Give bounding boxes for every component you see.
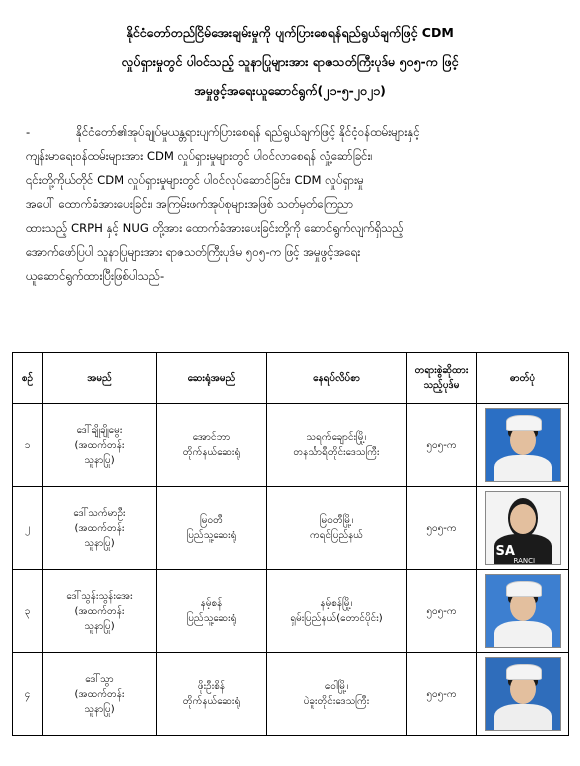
title-line-3: အမှုဖွင့်အရေးယူဆောင်ရွက်(၂၁-၅-၂၀၂၁) (194, 83, 386, 98)
paragraph-line-4: အပေါ် ထောက်ခံအားပေးခြင်း၊ အကြမ်းဖက်အုပ်စုများအဖြစ် သတ်မှတ်ကြေညာ (26, 197, 354, 211)
photo-cell (477, 404, 569, 487)
person-name: ဒေါ်သွန်းသွန်းအေး (အထက်တန်း သူနာပြု) (43, 570, 157, 653)
paragraph-line-6: အောက်ဖော်ပြပါ သူနာပြုများအား ရာဇသတ်ကြီးပုဒ်မ ၅၀၅-က ဖြင့် အမှုဖွင့်အရေး (26, 245, 361, 259)
table-header-row (13, 353, 569, 404)
charge-section: ၅၀၅-က (407, 653, 477, 736)
header-photo: ဓာတ်ပုံ (477, 353, 569, 404)
row-number: ၂ (13, 487, 43, 570)
hospital-name: နမ့်စန် ပြည်သူ့ဆေးရုံ (157, 570, 267, 653)
charge-section: ၅၀၅-က (407, 404, 477, 487)
hospital-name: မြဝတီ ပြည်သူ့ဆေးရုံ (157, 487, 267, 570)
home-address: နမ့်စန်မြို့၊ ရှမ်းပြည်နယ်(တောင်ပိုင်း) (267, 570, 407, 653)
header-section: တရားစွဲဆိုထား သည့်ပုဒ်မ (407, 353, 477, 404)
header-hospital: ဆေးရုံအမည် (157, 353, 267, 404)
nurse-portrait-icon (485, 657, 561, 731)
home-address: သရက်ချောင်းမြို့၊ တနင်္သာရီတိုင်းဒေသကြီး (267, 404, 407, 487)
home-address: ဝေါမြို့၊ ပဲခူးတိုင်းဒေသကြီး (267, 653, 407, 736)
charge-section: ၅၀၅-က (407, 487, 477, 570)
title-line-2: လှုပ်ရှားမှုတွင် ပါဝင်သည့် သူနာပြုများအား ရာဇသတ်ကြီးပုဒ်မ ၅၀၅-က ဖြင့် (121, 54, 459, 69)
paragraph-line-7: ယူဆောင်ရွက်ထားပြီးဖြစ်ပါသည်- (26, 269, 165, 283)
charge-section: ၅၀၅-က (407, 570, 477, 653)
photo-cell (477, 653, 569, 736)
table-row (13, 487, 569, 570)
header-name: အမည် (43, 353, 157, 404)
document-title (16, 18, 564, 105)
person-name: ဒေါ်ချိုချိုမွေး (အထက်တန်း သူနာပြု) (43, 404, 157, 487)
photo-cell (477, 487, 569, 570)
photo-cell (477, 570, 569, 653)
home-address: မြဝတီမြို့၊ ကရင်ပြည်နယ် (267, 487, 407, 570)
person-name: ဒေါ်သက်မာဦး (အထက်တန်း သူနာပြု) (43, 487, 157, 570)
table-row (13, 570, 569, 653)
header-no: စဉ် (13, 353, 43, 404)
header-address: နေရပ်လိပ်စာ (267, 353, 407, 404)
nurse-portrait-icon (485, 408, 561, 482)
table-row (13, 653, 569, 736)
shirt-print-subtext: RANCI (513, 557, 536, 565)
table-row (13, 404, 569, 487)
hospital-name: ဖိုးဦးစိန် တိုက်နယ်ဆေးရုံ (157, 653, 267, 736)
paragraph-line-2: ကျန်းမာရေးဝန်ထမ်းများအား CDM လှုပ်ရှားမှုများတွင် ပါဝင်လာစေရန် လှုံ့ဆော်ခြင်း၊ (26, 149, 373, 163)
row-number: ၄ (13, 653, 43, 736)
paragraph-line-1: - နိုင်ငံတော်၏အုပ်ချုပ်မှုယန္တရားပျက်ပြားစေရန် ရည်ရွယ်ချက်ဖြင့် နိုင်ငံ့ဝန်ထမ်းများနှင့် (26, 120, 558, 144)
title-line-1: နိုင်ငံတော်တည်ငြိမ်အေးချမ်းမှုကို ပျက်ပြားစေရန်ရည်ရွယ်ချက်ဖြင့် CDM (126, 25, 454, 40)
row-number: ၃ (13, 570, 43, 653)
body-paragraph (26, 120, 558, 288)
woman-portrait-icon (485, 491, 561, 565)
accused-table (12, 352, 569, 736)
shirt-print-text: SA (495, 544, 515, 559)
row-number: ၁ (13, 404, 43, 487)
hospital-name: အောင်ဘာ တိုက်နယ်ဆေးရုံ (157, 404, 267, 487)
nurse-portrait-icon (485, 574, 561, 648)
paragraph-line-5: ထားသည့် CRPH နှင့် NUG တို့အား ထောက်ခံအားပေးခြင်းတို့ကို ဆောင်ရွက်လျက်ရှိသည့် (26, 221, 404, 235)
paragraph-line-3: ၎င်းတို့ကိုယ်တိုင် CDM လှုပ်ရှားမှုများတွင် ပါဝင်လုပ်ဆောင်ခြင်း၊ CDM လှုပ်ရှားမှု (26, 173, 364, 187)
person-name: ဒေါ်သွာ (အထက်တန်း သူနာပြု) (43, 653, 157, 736)
paragraph-dash: - (26, 125, 31, 139)
